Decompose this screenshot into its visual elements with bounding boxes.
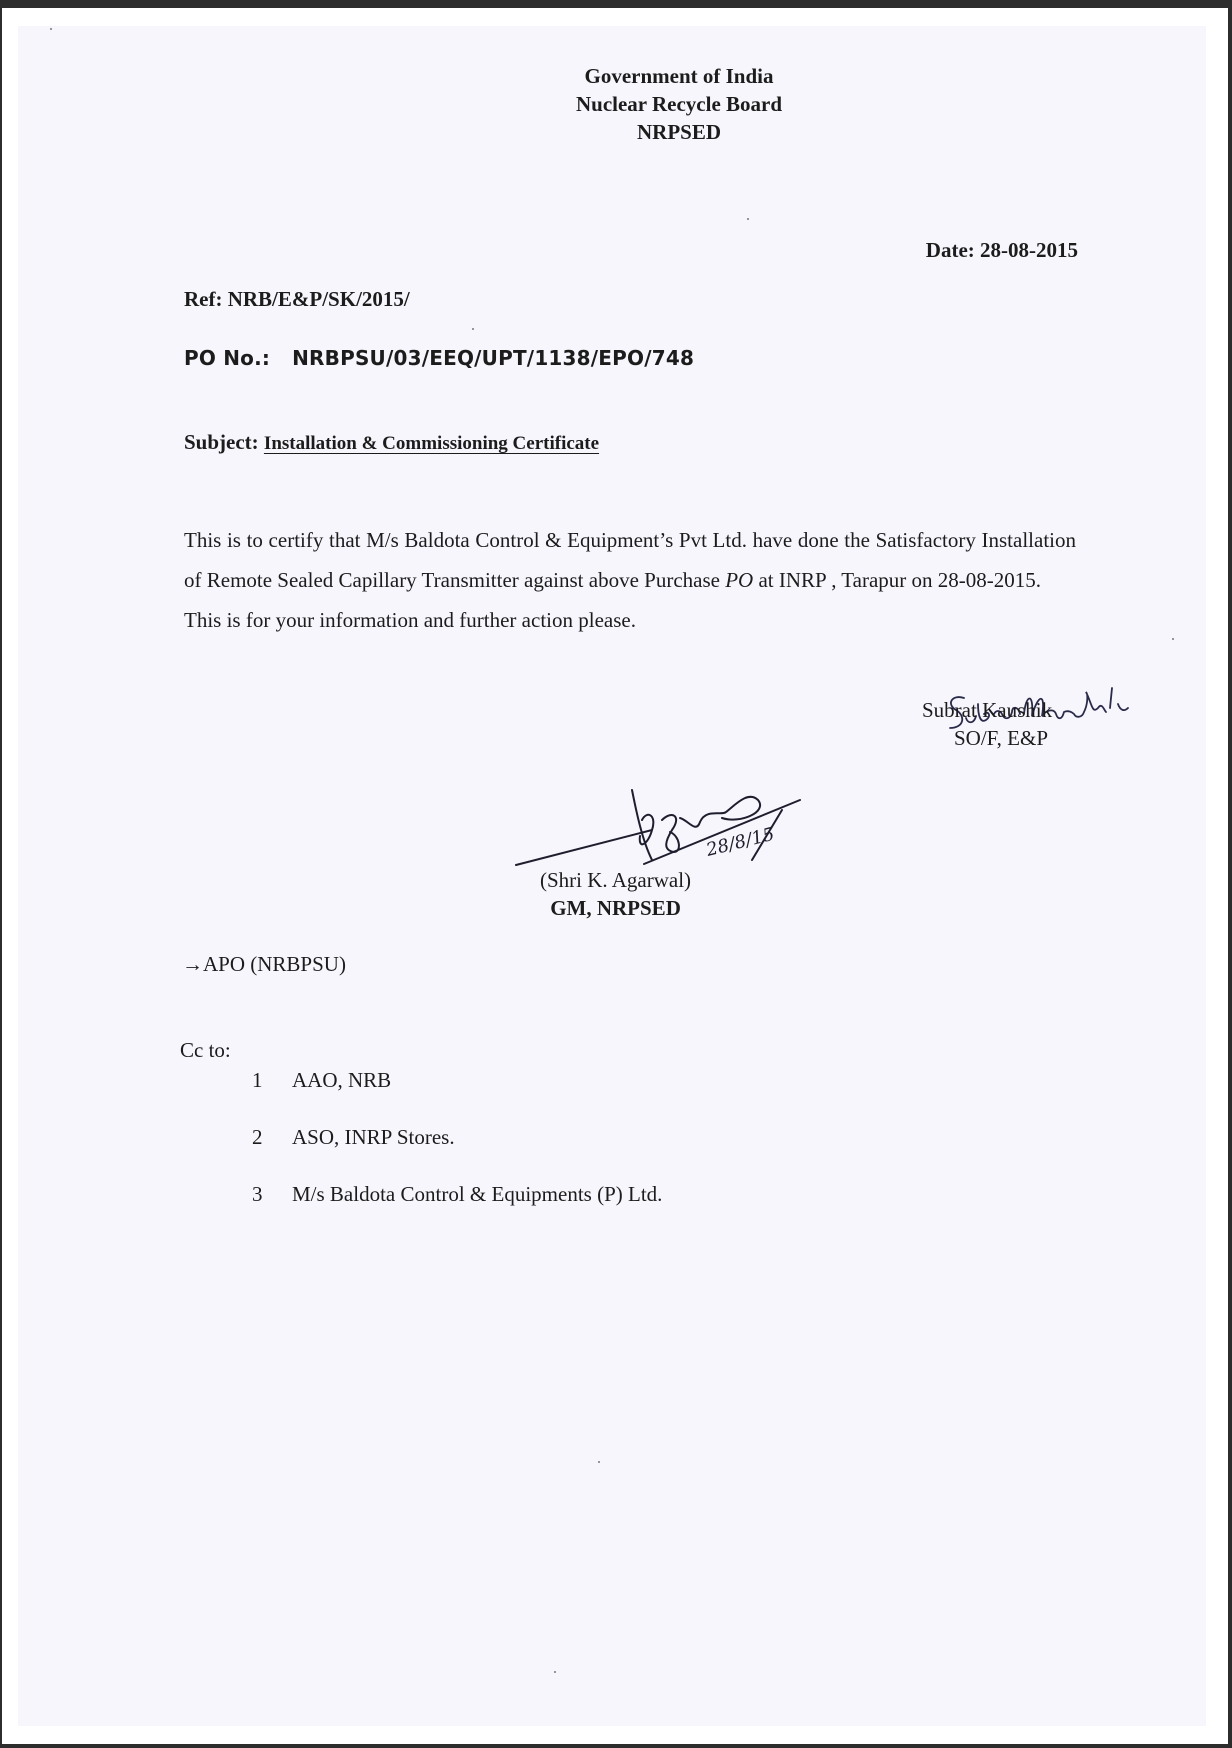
reference-number: Ref: NRB/E&P/SK/2015/: [184, 287, 410, 311]
cc-item-number: 1: [252, 1068, 263, 1092]
po-value: NRBPSU/03/EEQ/UPT/1138/EPO/748: [292, 346, 695, 370]
signature-k-agarwal: [512, 760, 812, 870]
cc-item-text: ASO, INRP Stores.: [292, 1125, 455, 1149]
scan-speck: [747, 218, 749, 220]
scan-speck: [598, 1461, 600, 1463]
cc-item-number: 2: [252, 1125, 263, 1149]
letterhead-line-government: Government of India: [584, 64, 774, 88]
letter-date: Date: 28-08-2015: [925, 238, 1078, 262]
letterhead-line-division: NRPSED: [636, 120, 721, 144]
document-page: [2, 8, 1228, 1744]
scan-speck: [1172, 638, 1174, 640]
letterhead-line-board: Nuclear Recycle Board: [575, 92, 783, 116]
subject-label: Subject:: [184, 430, 259, 454]
signature-handwritten-date: 28/8/15: [704, 823, 777, 861]
signatory-right-name: Subrat Kaushik: [922, 698, 1053, 722]
letterhead: [2, 62, 1228, 146]
cc-item-text: M/s Baldota Control & Equipments (P) Ltd.: [292, 1182, 663, 1206]
certification-text-po: PO: [725, 568, 754, 592]
subject-line: [184, 430, 599, 455]
cc-item: [252, 1174, 662, 1231]
certification-text-1: This is to certify that M/s Baldota Control & Equipment’s Pvt Ltd. have done the Satisfactory Installation of Remote Sealed Capillary Transmitter against above Purchase: [184, 528, 1076, 592]
cc-item-number: 3: [252, 1182, 263, 1206]
po-number: [184, 346, 694, 370]
addressee: →APO (NRBPSU): [182, 952, 346, 976]
signatory-left-designation: GM, NRPSED: [550, 896, 681, 920]
cc-label: Cc to:: [180, 1038, 231, 1062]
letter-body: [184, 520, 1076, 640]
signatory-left: [540, 866, 691, 922]
cc-item: [252, 1060, 662, 1117]
signatory-right: [922, 696, 1052, 752]
cc-item: [252, 1117, 662, 1174]
po-label: PO No.:: [184, 346, 271, 370]
signatory-left-name: (Shri K. Agarwal): [540, 868, 692, 892]
information-paragraph: This is for your information and further action please.: [184, 608, 636, 632]
scan-speck: [472, 328, 474, 330]
signatory-right-designation: SO/F, E&P: [954, 726, 1049, 750]
cc-list: [252, 1060, 662, 1231]
cc-item-text: AAO, NRB: [292, 1068, 392, 1092]
certification-paragraph: [184, 520, 1076, 600]
certification-text-2: at INRP , Tarapur on 28-08-2015.: [753, 568, 1042, 592]
scan-speck: [50, 28, 52, 30]
scan-speck: [554, 1671, 556, 1673]
subject-value: Installation & Commissioning Certificate: [263, 433, 600, 454]
